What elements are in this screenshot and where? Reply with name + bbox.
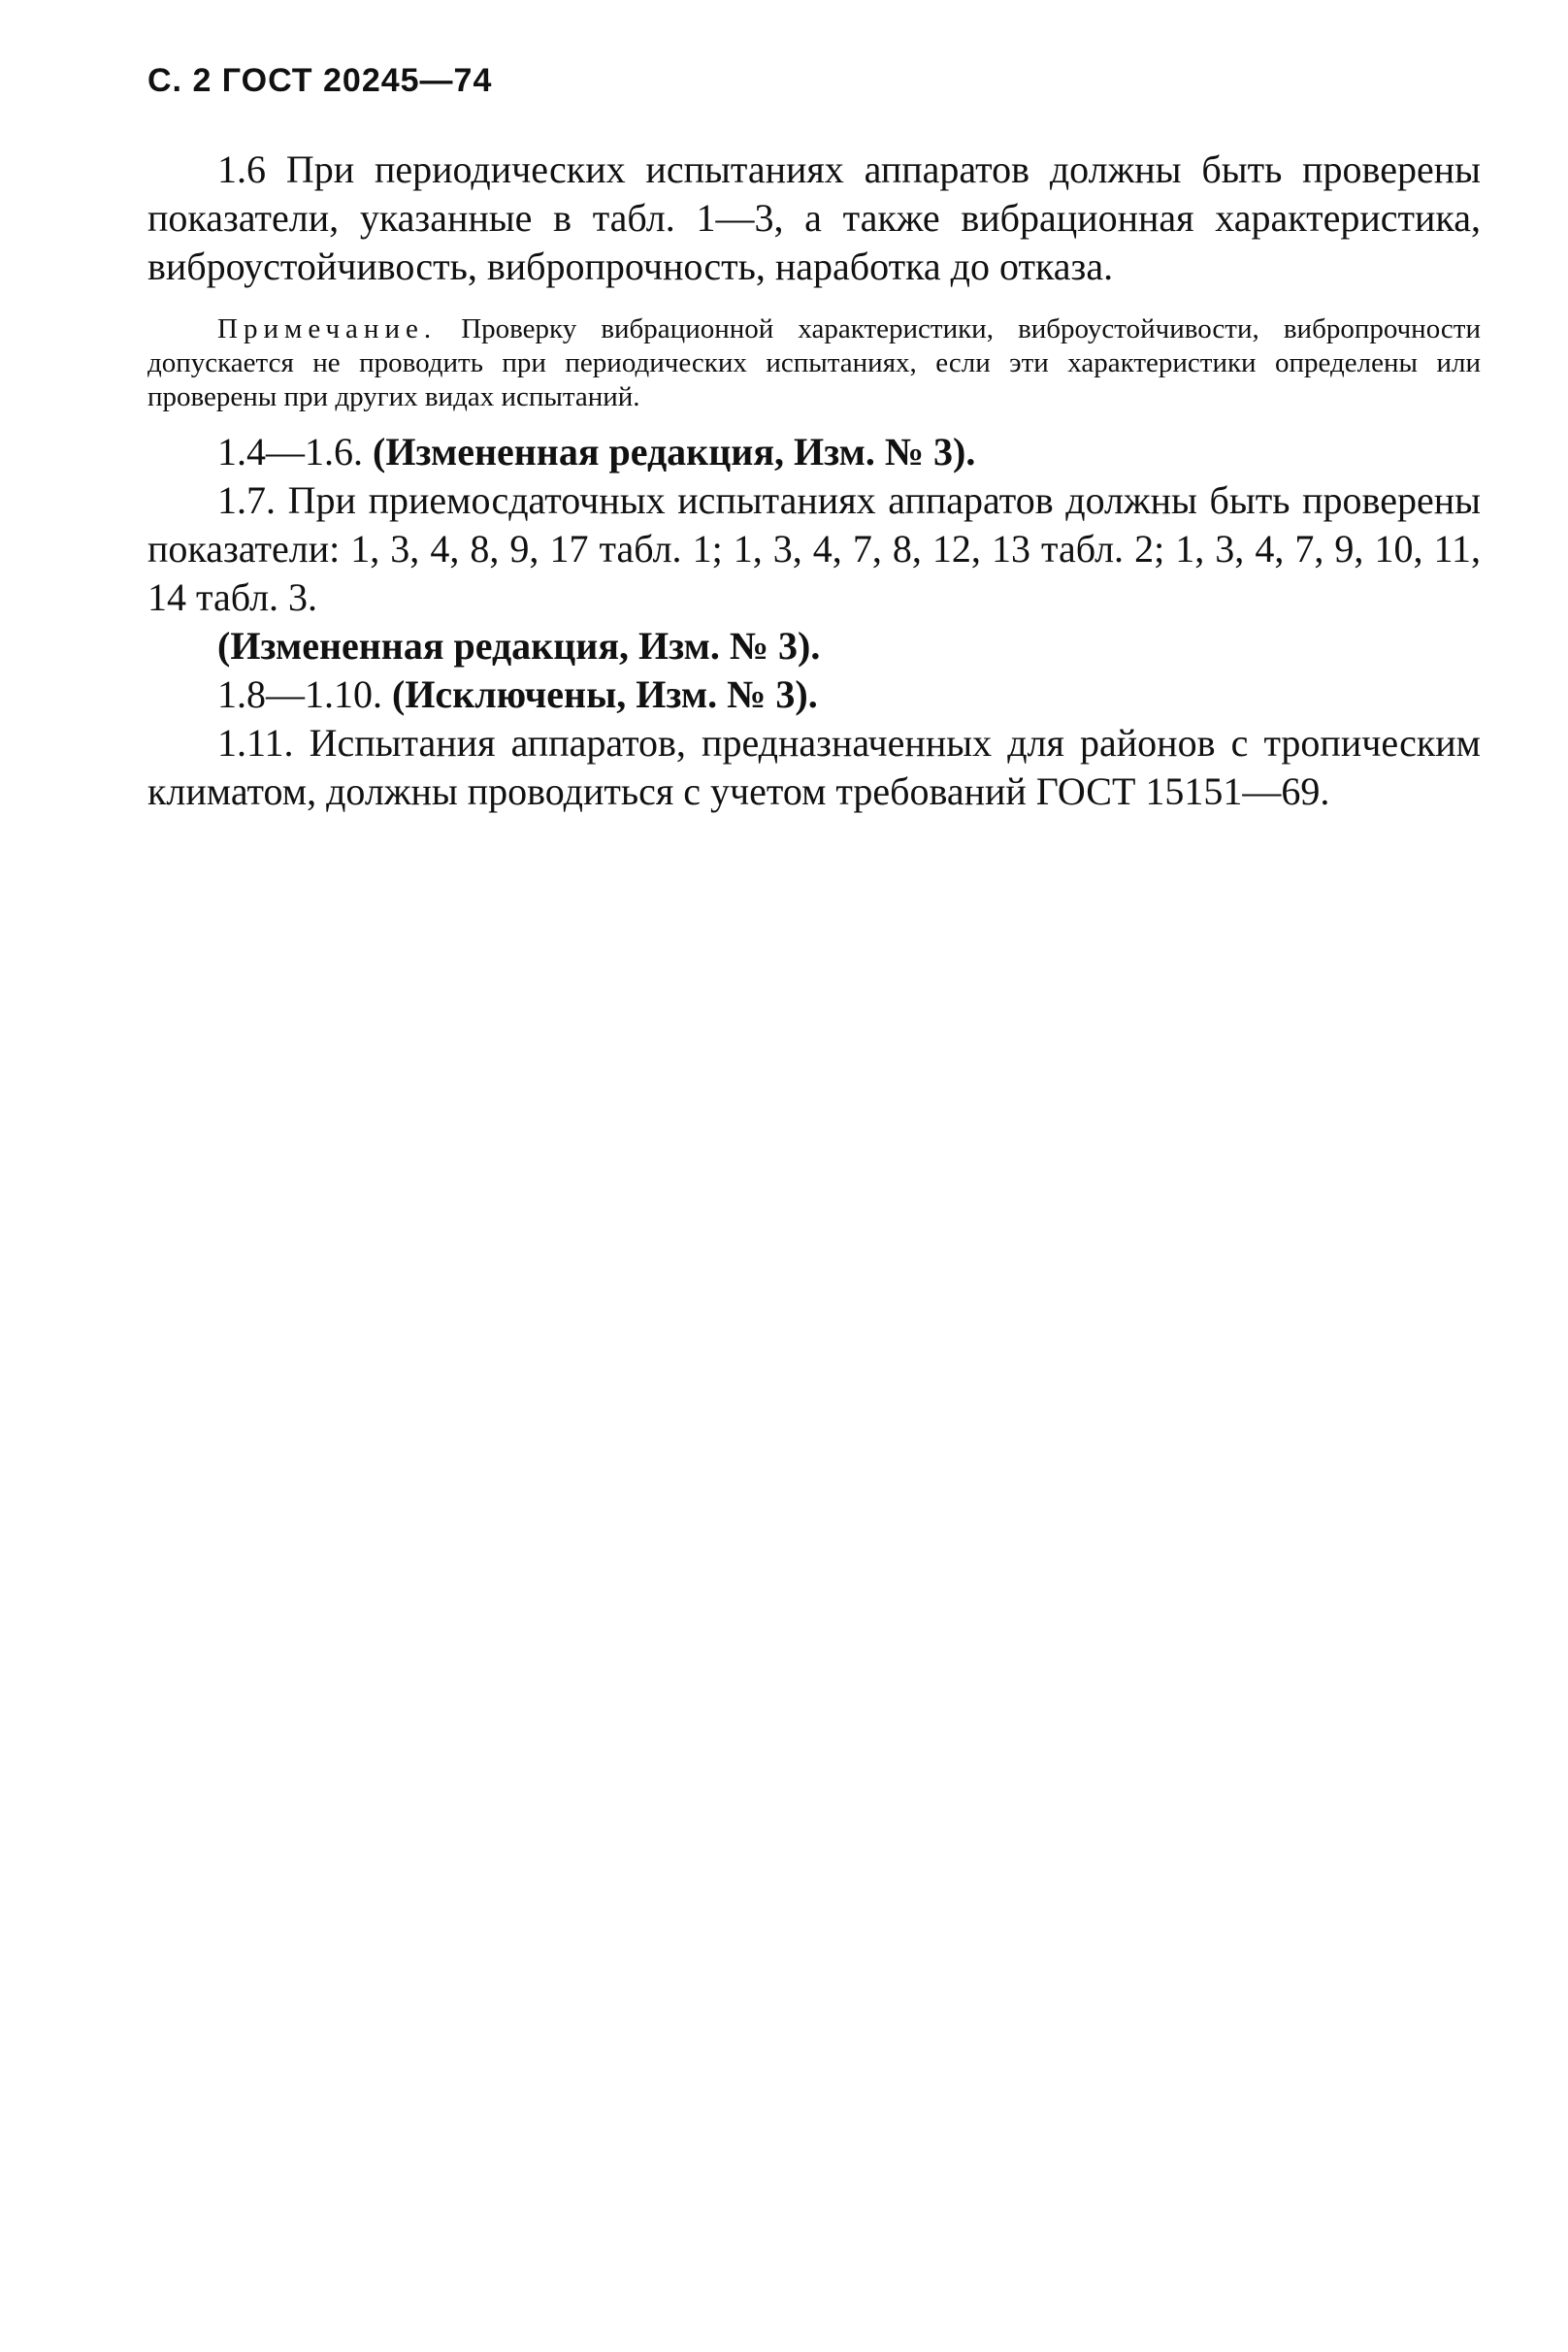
note-paragraph (147, 312, 1481, 414)
paragraph-1-8-prefix: 1.8—1.10. (217, 672, 392, 716)
paragraph-1-4-prefix: 1.4—1.6. (217, 430, 373, 474)
paragraph-1-4-1-6 (147, 428, 1481, 476)
document-body (147, 146, 1481, 816)
paragraph-1-8-excluded: (Исключены, Изм. № 3). (392, 672, 818, 716)
note-label: Примечание. (217, 313, 438, 344)
paragraph-1-7-revision: (Измененная редакция, Изм. № 3). (217, 624, 821, 668)
paragraph-1-11: 1.11. Испытания аппаратов, предназначенных для районов с тропическим климатом, должны проводиться с учетом требований ГОСТ 15151—69. (147, 721, 1481, 813)
paragraph-1-8-1-10 (147, 670, 1481, 719)
paragraph-1-6: 1.6 При периодических испытаниях аппаратов должны быть проверены показатели, указанные в табл. 1—3, а также вибрационная характеристика, виброустойчивость, вибропрочность, наработка до отказа. (147, 147, 1481, 288)
note-text: Проверку вибрационной характеристики, виброустойчивости, вибропрочности допускается не проводить при периодических испытаниях, если эти характеристики определены или проверены при других видах испытаний. (147, 313, 1481, 412)
paragraph-1-4-revision: (Измененная редакция, Изм. № 3). (373, 430, 976, 474)
page-header: С. 2 ГОСТ 20245—74 (147, 62, 493, 99)
paragraph-1-7: 1.7. При приемосдаточных испытаниях аппаратов должны быть проверены показатели: 1, 3, 4, 8, 9, 17 табл. 1; 1, 3, 4, 7, 8, 12, 13 табл. 2; 1, 3, 4, 7, 9, 10, 11, 14 табл. 3. (147, 478, 1481, 619)
